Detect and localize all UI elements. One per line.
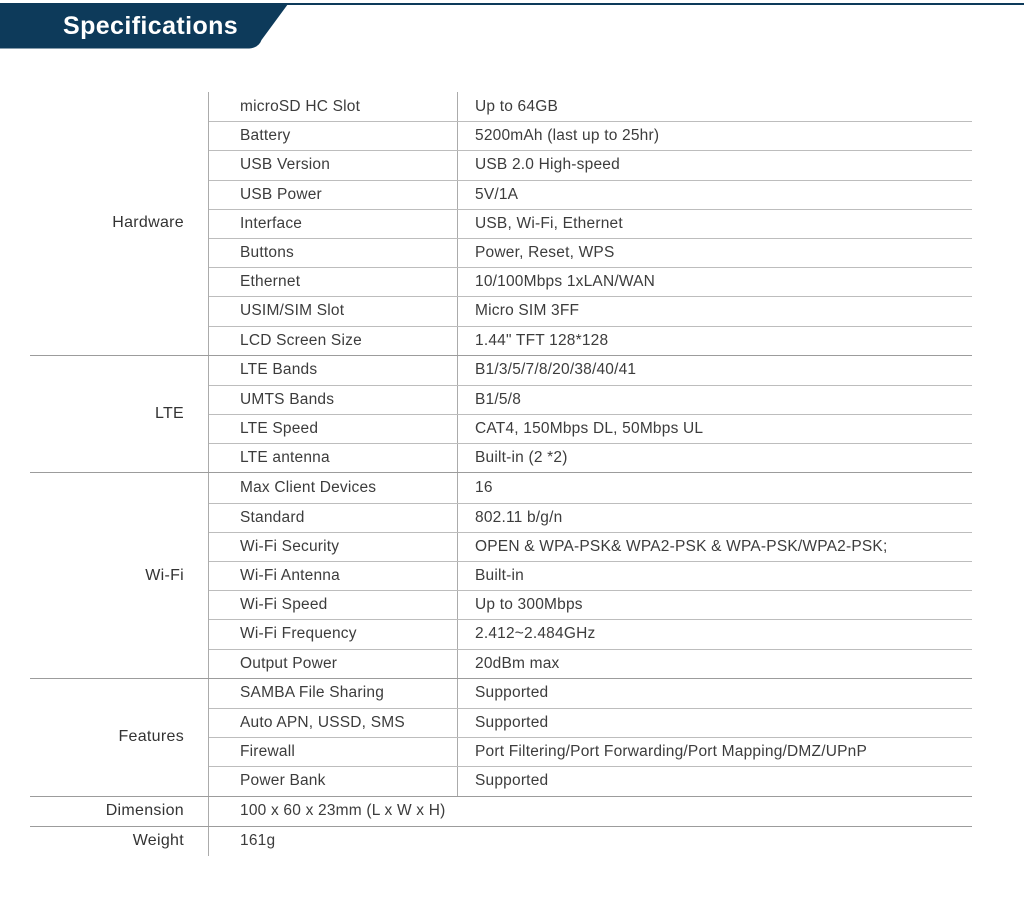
- row-value: 16: [457, 473, 972, 502]
- table-row: [209, 473, 972, 502]
- table-row: [209, 532, 972, 561]
- row-label: UMTS Bands: [240, 390, 335, 408]
- category-label-lte: LTE: [154, 405, 184, 423]
- row-value: 161g: [240, 832, 276, 850]
- section-weight: [30, 826, 972, 856]
- table-row: [209, 267, 972, 296]
- section-features: [30, 678, 972, 796]
- table-row: [209, 766, 972, 795]
- row-value: 5V/1A: [457, 181, 972, 209]
- row-label: LTE antenna: [240, 449, 330, 467]
- table-row: [209, 649, 972, 678]
- spec-table: [30, 92, 972, 856]
- row-label: Power Bank: [240, 772, 326, 790]
- table-row: [209, 238, 972, 267]
- row-label: LCD Screen Size: [240, 331, 362, 349]
- page-title: Specifications: [63, 12, 239, 40]
- table-row: [209, 797, 972, 826]
- section-rows: [208, 827, 972, 856]
- category-label-wi-fi: Wi-Fi: [145, 566, 184, 584]
- table-row: [209, 561, 972, 590]
- row-label: Wi-Fi Speed: [240, 596, 328, 614]
- row-label: Max Client Devices: [240, 479, 377, 497]
- row-label: Wi-Fi Frequency: [240, 625, 357, 643]
- table-row: [209, 414, 972, 443]
- table-row: [209, 121, 972, 150]
- section-rows: [208, 679, 972, 796]
- row-label: LTE Bands: [240, 361, 318, 379]
- table-row: [209, 296, 972, 325]
- row-value: Built-in: [457, 562, 972, 590]
- section-rows: [208, 797, 972, 826]
- table-row: [209, 503, 972, 532]
- table-row: [209, 590, 972, 619]
- row-label: USB Version: [240, 156, 331, 174]
- row-label: USB Power: [240, 185, 322, 203]
- section-lte: [30, 355, 972, 473]
- table-row: [209, 443, 972, 472]
- section-hardware: [30, 92, 972, 355]
- row-value: 20dBm max: [457, 650, 972, 678]
- header-banner: [0, 4, 292, 49]
- table-row: [209, 385, 972, 414]
- row-label: Output Power: [240, 654, 338, 672]
- row-value: Supported: [457, 767, 972, 795]
- row-label: Auto APN, USSD, SMS: [240, 714, 405, 732]
- section-wi-fi: [30, 472, 972, 677]
- row-value: USB 2.0 High-speed: [457, 151, 972, 179]
- row-value: Micro SIM 3FF: [457, 297, 972, 325]
- row-label: SAMBA File Sharing: [240, 684, 385, 702]
- row-label: USIM/SIM Slot: [240, 302, 345, 320]
- row-value: B1/5/8: [457, 386, 972, 414]
- row-value: Up to 64GB: [457, 92, 972, 121]
- row-value: Power, Reset, WPS: [457, 239, 972, 267]
- row-value: 802.11 b/g/n: [457, 504, 972, 532]
- row-label: Ethernet: [240, 273, 301, 291]
- row-value: 2.412~2.484GHz: [457, 620, 972, 648]
- section-rows: [208, 92, 972, 355]
- row-label: LTE Speed: [240, 420, 319, 438]
- table-row: [209, 827, 972, 856]
- table-row: [209, 619, 972, 648]
- row-label: Wi-Fi Security: [240, 537, 340, 555]
- table-row: [209, 150, 972, 179]
- row-value: 100 x 60 x 23mm (L x W x H): [240, 802, 446, 820]
- row-value: Port Filtering/Port Forwarding/Port Mapping/DMZ/UPnP: [457, 738, 972, 766]
- row-value: Built-in (2 *2): [457, 444, 972, 472]
- row-label: Buttons: [240, 244, 294, 262]
- category-label-weight: Weight: [132, 832, 184, 850]
- row-label: Standard: [240, 508, 305, 526]
- row-value: 5200mAh (last up to 25hr): [457, 122, 972, 150]
- row-value: OPEN & WPA-PSK& WPA2-PSK & WPA-PSK/WPA2-PSK;: [457, 533, 972, 561]
- section-rows: [208, 473, 972, 677]
- row-label: microSD HC Slot: [240, 97, 361, 115]
- table-row: [209, 708, 972, 737]
- row-label: Battery: [240, 127, 291, 145]
- row-label: Wi-Fi Antenna: [240, 567, 340, 585]
- row-value: 10/100Mbps 1xLAN/WAN: [457, 268, 972, 296]
- row-value: Supported: [457, 709, 972, 737]
- table-row: [209, 92, 972, 121]
- category-label-hardware: Hardware: [112, 214, 184, 232]
- row-value: CAT4, 150Mbps DL, 50Mbps UL: [457, 415, 972, 443]
- table-row: [209, 737, 972, 766]
- table-row: [209, 180, 972, 209]
- row-value: 1.44" TFT 128*128: [457, 327, 972, 355]
- table-row: [209, 356, 972, 385]
- table-row: [209, 679, 972, 708]
- row-label: Interface: [240, 214, 303, 232]
- section-rows: [208, 356, 972, 473]
- row-value: B1/3/5/7/8/20/38/40/41: [457, 356, 972, 385]
- section-dimension: [30, 796, 972, 826]
- row-value: Up to 300Mbps: [457, 591, 972, 619]
- row-value: USB, Wi-Fi, Ethernet: [457, 210, 972, 238]
- category-label-features: Features: [118, 728, 184, 746]
- table-row: [209, 326, 972, 355]
- row-value: Supported: [457, 679, 972, 708]
- category-label-dimension: Dimension: [105, 802, 184, 820]
- row-label: Firewall: [240, 743, 295, 761]
- table-row: [209, 209, 972, 238]
